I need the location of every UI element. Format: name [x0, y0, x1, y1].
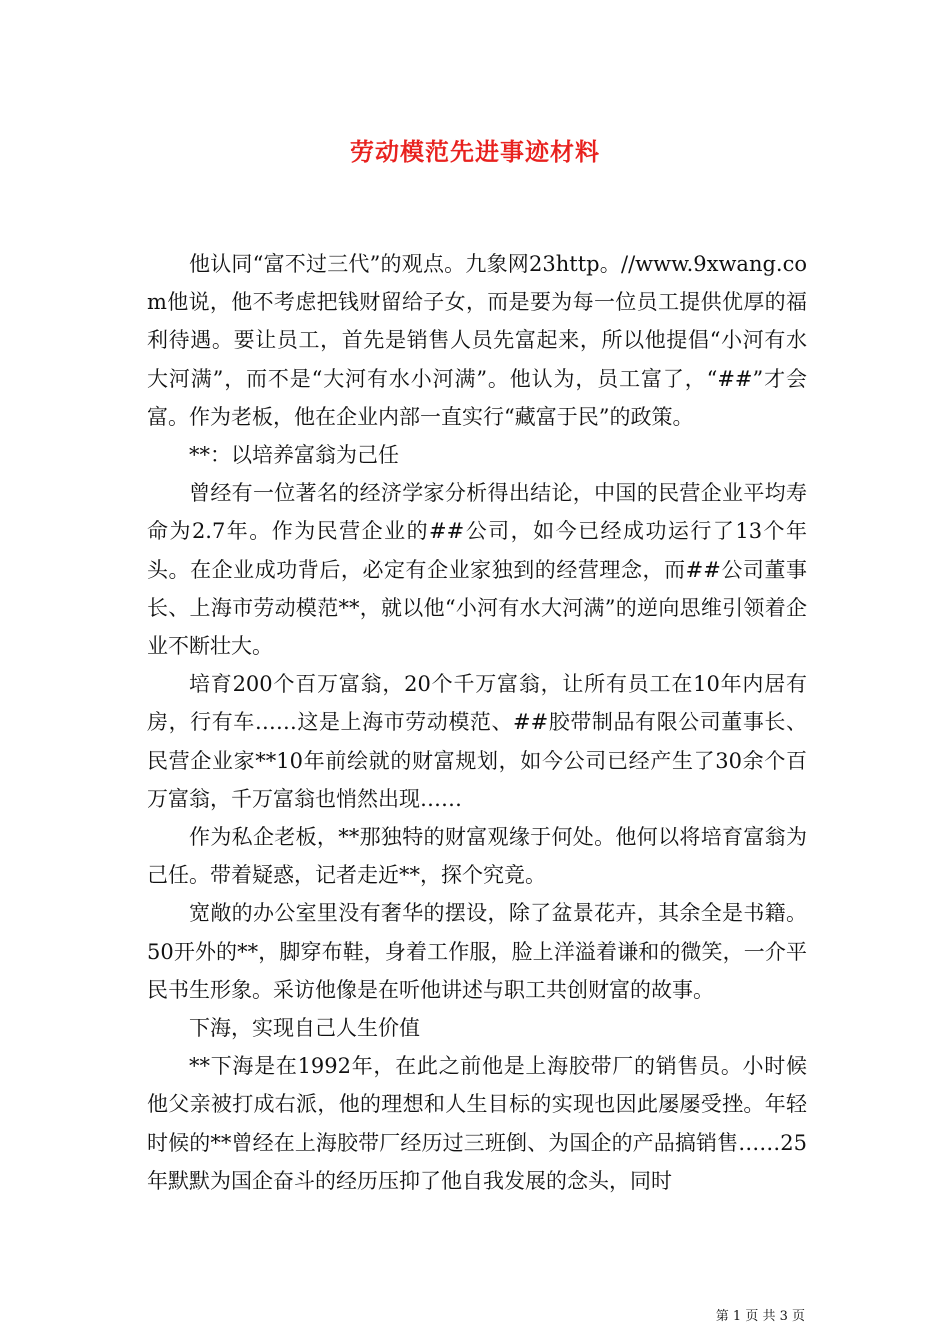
document-body: [147, 245, 807, 1200]
paragraph: 作为私企老板，**那独特的财富观缘于何处。他何以将培育富翁为己任。带着疑惑，记者走近**，探个究竟。: [147, 825, 807, 888]
paragraph: 他认同“富不过三代”的观点。九象网23http。//www.9xwang.com他说，他不考虑把钱财留给子女，而是要为每一位员工提供优厚的福利待遇。要让员工，首先是销售人员先富起来，所以他提倡“小河有水大河满”，而不是“大河有水小河满”。他认为，员工富了，“##”才会富。作为老板，他在企业内部一直实行“藏富于民”的政策。: [147, 252, 807, 429]
page-number: 第 1 页 共 3 页: [715, 1309, 805, 1324]
section-heading: 下海，实现自己人生价值: [189, 1016, 420, 1041]
paragraph: 宽敞的办公室里没有奢华的摆设，除了盆景花卉，其余全是书籍。50开外的**，脚穿布鞋，身着工作服，脸上洋溢着谦和的微笑，一介平民书生形象。采访他像是在听他讲述与职工共创财富的故事。: [147, 901, 807, 1002]
paragraph: 曾经有一位著名的经济学家分析得出结论，中国的民营企业平均寿命为2.7年。作为民营企业的##公司，如今已经成功运行了13个年头。在企业成功背后，必定有企业家独到的经营理念，而##公司董事长、上海市劳动模范**，就以他“小河有水大河满”的逆向思维引领着企业不断壮大。: [147, 481, 807, 659]
paragraph: 培育200个百万富翁，20个千万富翁，让所有员工在10年内居有房，行有车……这是上海市劳动模范、##胶带制品有限公司董事长、民营企业家**10年前绘就的财富规划，如今公司已经产生了30余个百万富翁，千万富翁也悄然出现……: [147, 672, 807, 811]
document-title: 劳动模范先进事迹材料: [350, 137, 600, 166]
section-heading: **：以培养富翁为己任: [189, 443, 399, 468]
paragraph: **下海是在1992年，在此之前他是上海胶带厂的销售员。小时候他父亲被打成右派，他的理想和人生目标的实现也因此屡屡受挫。年轻时候的**曾经在上海胶带厂经历过三班倒、为国企的产品搞销售……25年默默为国企奋斗的经历压抑了他自我发展的念头，同时: [147, 1054, 807, 1193]
